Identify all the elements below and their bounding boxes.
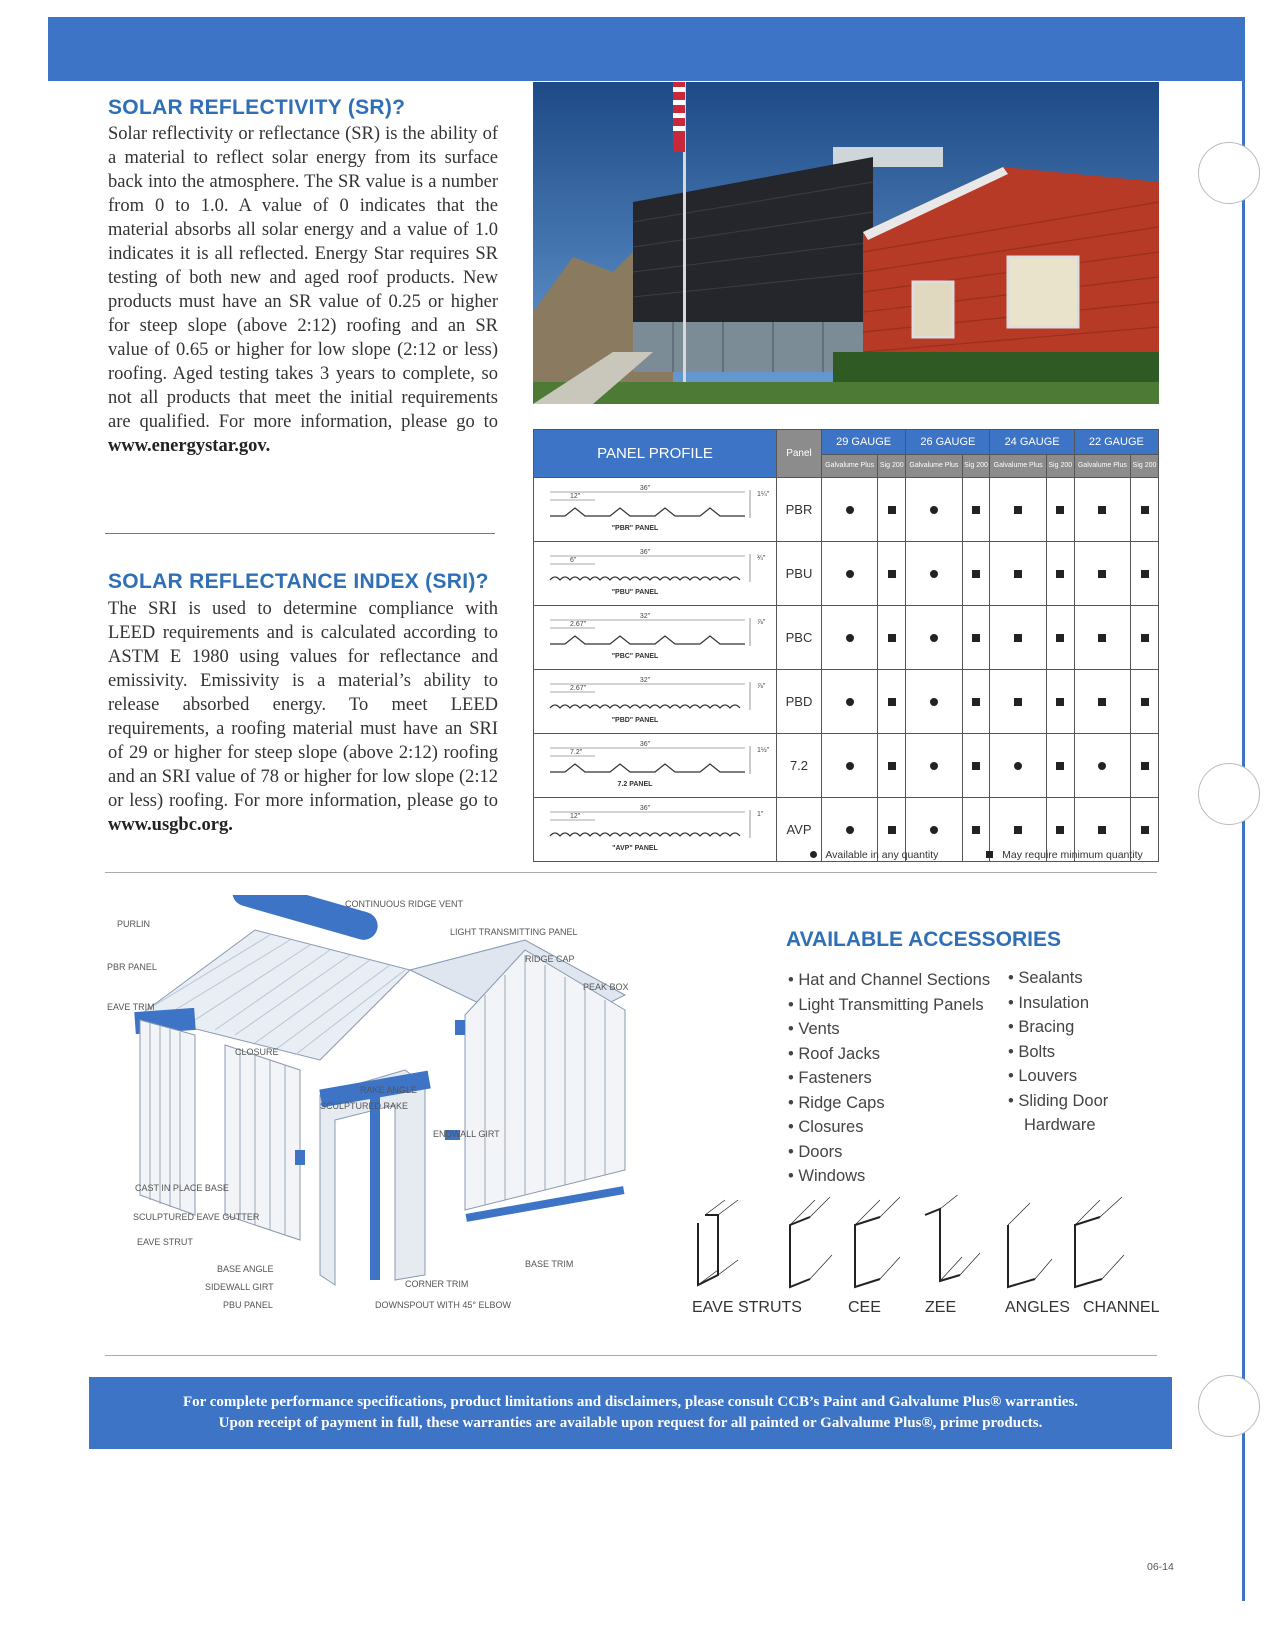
label-sculptured-eave-gutter: SCULPTURED EAVE GUTTER: [133, 1212, 260, 1222]
cover-width-label: 36": [639, 741, 651, 748]
minimum-square-icon: [1014, 634, 1022, 642]
availability-cell: [1131, 734, 1159, 798]
cover-width-label: 36": [639, 805, 651, 812]
availability-cell: [1074, 670, 1130, 734]
shape-label-zee: ZEE: [925, 1299, 957, 1316]
panel-name: 7.2: [777, 734, 822, 798]
accessory-item: • Bracing: [1008, 1015, 1108, 1040]
accessory-item: • Vents: [788, 1017, 990, 1042]
label-purlin: PURLIN: [117, 919, 151, 929]
table-row: [534, 670, 1159, 734]
label-peak-box: PEAK BOX: [583, 982, 629, 992]
rib-height-label: 1": [757, 811, 764, 818]
gauge-26-header: 26 GAUGE: [906, 430, 990, 455]
accessory-item: • Bolts: [1008, 1040, 1108, 1065]
availability-cell: [1131, 606, 1159, 670]
panel-name: AVP: [777, 798, 822, 862]
available-dot-icon: [1014, 762, 1022, 770]
galvalume-plus-subheader: Galvalume Plus: [906, 455, 962, 478]
panel-profile-drawing: [534, 670, 777, 734]
availability-cell: [1131, 542, 1159, 606]
availability-cell: [822, 670, 878, 734]
label-base-trim: BASE TRIM: [525, 1259, 574, 1269]
energystar-link[interactable]: www.energystar.gov.: [108, 436, 271, 456]
availability-cell: [1131, 478, 1159, 542]
galvalume-plus-subheader: Galvalume Plus: [990, 455, 1046, 478]
panel-caption: "PBR" PANEL: [611, 525, 659, 532]
gauge-24-header: 24 GAUGE: [990, 430, 1074, 455]
label-eave-trim: EAVE TRIM: [107, 1002, 155, 1012]
right-edge-rule: [1242, 81, 1245, 1601]
panel-profile-drawing: [534, 798, 777, 862]
sr-paragraph: Solar reflectivity or reflectance (SR) is the ability of a material to reflect solar energy from its surface back into the atmosphere. The SR value is a number from 0 to 1.0. A value of 0 indicates that the material absorbs all solar energy and a value of 1.0 indicates it is all reflected. Energy Star requires SR testing of both new and aged roof products. New products must have an SR value of 0.25 or higher for steep slope (above 2:12) roofing and an SR value of 0.65 or higher for low slope (2:12 or less) roofing. Aged testing takes 3 years to complete, so not all products that meet the initial requirements are qualified. For more information, please go to www.energystar.gov.: [108, 124, 498, 456]
warranty-line-1: For complete performance specifications, product limitations and disclaimers, please consult CCB’s Paint and Galvalume Plus® warranties.: [182, 1394, 1079, 1410]
rib-spacing-label: 12": [570, 493, 581, 500]
minimum-square-icon: [1056, 506, 1064, 514]
accessories-heading: AVAILABLE ACCESSORIES: [786, 928, 1061, 951]
rib-height-label: 1¼": [757, 491, 770, 498]
panel-profile-table: [533, 429, 1159, 862]
label-continuous-ridge-vent: CONTINUOUS RIDGE VENT: [345, 899, 464, 909]
availability-cell: [1131, 670, 1159, 734]
shape-label-angles: ANGLES: [1005, 1299, 1070, 1316]
section-divider: [105, 872, 1157, 873]
label-pbu-panel: PBU PANEL: [223, 1300, 273, 1310]
minimum-square-icon: [1014, 698, 1022, 706]
rib-height-label: ¾": [757, 555, 766, 562]
table-legend: [810, 849, 1149, 861]
availability-cell: [962, 478, 990, 542]
minimum-square-icon: [972, 634, 980, 642]
sig-200-subheader: Sig 200: [878, 455, 906, 478]
sr-heading: SOLAR REFLECTIVITY (SR)?: [108, 96, 406, 119]
minimum-square-icon: [1141, 762, 1149, 770]
minimum-square-icon: [888, 634, 896, 642]
available-dot-icon: [846, 762, 854, 770]
table-row: [534, 478, 1159, 542]
section-divider: [105, 1355, 1157, 1356]
building-components-diagram: [105, 895, 680, 1345]
available-dot-icon: [846, 506, 854, 514]
minimum-square-icon: [888, 570, 896, 578]
available-dot-icon: [846, 698, 854, 706]
availability-cell: [1074, 734, 1130, 798]
accessory-item: • Sliding Door: [1008, 1089, 1108, 1114]
availability-cell: [1046, 734, 1074, 798]
rib-spacing-label: 6": [570, 557, 577, 564]
minimum-square-icon: [1056, 698, 1064, 706]
rib-spacing-label: 7.2": [570, 749, 583, 756]
availability-cell: [906, 478, 962, 542]
minimum-square-icon: [1141, 634, 1149, 642]
section-divider: [105, 533, 495, 534]
availability-cell: [1074, 478, 1130, 542]
accessory-item: • Ridge Caps: [788, 1091, 990, 1116]
label-eave-strut: EAVE STRUT: [137, 1237, 193, 1247]
sig-200-subheader: Sig 200: [1046, 455, 1074, 478]
availability-cell: [906, 670, 962, 734]
table-row: [534, 542, 1159, 606]
panel-name: PBD: [777, 670, 822, 734]
sri-paragraph: The SRI is used to determine compliance with LEED requirements and is calculated according to ASTM E 1980 using values for reflectance and emissivity. Emissivity is a material’s ability to release absorbed energy. To meet LEED requirements, a roofing material must have an SRI of 29 or higher for steep slope (above 2:12) roofing and an SRI value of 78 or higher for low slope (2:12 or less) roofing. For more information, please go to www.usgbc.org.: [108, 599, 498, 835]
galvalume-plus-subheader: Galvalume Plus: [822, 455, 878, 478]
warranty-notice: [89, 1377, 1172, 1449]
usgbc-link[interactable]: www.usgbc.org.: [108, 815, 233, 835]
availability-cell: [962, 606, 990, 670]
panel-caption: "AVP" PANEL: [612, 845, 658, 852]
shape-label-cee: CEE: [848, 1299, 881, 1316]
accessories-list-1: [788, 968, 990, 1189]
accessories-list-2-continuation: Hardware: [1024, 1116, 1096, 1134]
panel-caption: "PBU" PANEL: [611, 589, 659, 596]
panel-header: Panel: [777, 430, 822, 478]
minimum-square-icon: [972, 570, 980, 578]
accessory-item: • Windows: [788, 1164, 990, 1189]
label-closure: CLOSURE: [235, 1047, 279, 1057]
accessory-item: • Hat and Channel Sections: [788, 968, 990, 993]
minimum-square-icon: [1141, 826, 1149, 834]
minimum-square-icon: [1014, 506, 1022, 514]
availability-cell: [1046, 478, 1074, 542]
minimum-square-icon: [1098, 570, 1106, 578]
minimum-square-icon: [1056, 570, 1064, 578]
panel-caption: "PBC" PANEL: [611, 653, 659, 660]
minimum-square-icon: [972, 698, 980, 706]
rib-spacing-label: 2.67": [570, 685, 587, 692]
available-dot-icon: [930, 698, 938, 706]
galvalume-plus-subheader: Galvalume Plus: [1074, 455, 1130, 478]
panel-caption: 7.2 PANEL: [617, 781, 653, 788]
legend-square-label: May require minimum quantity: [1002, 849, 1143, 861]
availability-cell: [878, 670, 906, 734]
availability-cell: [990, 542, 1046, 606]
minimum-square-icon: [972, 762, 980, 770]
availability-cell: [1074, 542, 1130, 606]
availability-cell: [878, 606, 906, 670]
availability-cell: [822, 542, 878, 606]
label-light-transmitting-panel: LIGHT TRANSMITTING PANEL: [450, 927, 578, 937]
availability-cell: [962, 670, 990, 734]
label-cast-in-place-base: CAST IN PLACE BASE: [135, 1183, 229, 1193]
rib-spacing-label: 2.67": [570, 621, 587, 628]
shape-label-eave-struts: EAVE STRUTS: [692, 1299, 802, 1316]
availability-cell: [1046, 542, 1074, 606]
legend-square-icon: [986, 851, 993, 858]
label-base-angle: BASE ANGLE: [217, 1264, 274, 1274]
minimum-square-icon: [1056, 826, 1064, 834]
rib-spacing-label: 12": [570, 813, 581, 820]
page-code: 06-14: [1147, 1561, 1174, 1573]
accessory-item: • Insulation: [1008, 991, 1108, 1016]
accessory-item: • Doors: [788, 1140, 990, 1165]
availability-cell: [962, 542, 990, 606]
panel-profile-drawing: [534, 542, 777, 606]
cover-width-label: 36": [639, 549, 651, 556]
availability-cell: [906, 734, 962, 798]
minimum-square-icon: [1014, 570, 1022, 578]
cover-width-label: 32": [639, 677, 651, 684]
minimum-square-icon: [1141, 506, 1149, 514]
available-dot-icon: [846, 826, 854, 834]
availability-cell: [990, 670, 1046, 734]
panel-profile-header: PANEL PROFILE: [534, 430, 777, 478]
binder-hole: [1198, 142, 1260, 204]
available-dot-icon: [930, 826, 938, 834]
rib-height-label: ⅞": [757, 683, 766, 690]
accessory-shapes: [690, 1195, 1180, 1325]
availability-cell: [878, 478, 906, 542]
panel-name: PBC: [777, 606, 822, 670]
availability-cell: [906, 542, 962, 606]
label-rake-angle: RAKE ANGLE: [360, 1085, 418, 1095]
availability-cell: [990, 478, 1046, 542]
availability-cell: [990, 734, 1046, 798]
legend-dot-icon: [810, 851, 817, 858]
minimum-square-icon: [1141, 698, 1149, 706]
availability-cell: [906, 606, 962, 670]
minimum-square-icon: [1098, 506, 1106, 514]
minimum-square-icon: [1056, 762, 1064, 770]
gauge-22-header: 22 GAUGE: [1074, 430, 1158, 455]
panel-name: PBR: [777, 478, 822, 542]
availability-cell: [1074, 606, 1130, 670]
cover-width-label: 32": [639, 613, 651, 620]
minimum-square-icon: [1098, 634, 1106, 642]
label-sidewall-girt: SIDEWALL GIRT: [205, 1282, 274, 1292]
minimum-square-icon: [888, 506, 896, 514]
availability-cell: [990, 606, 1046, 670]
minimum-square-icon: [888, 826, 896, 834]
accessory-item: • Roof Jacks: [788, 1042, 990, 1067]
sri-heading: SOLAR REFLECTANCE INDEX (SRI)?: [108, 570, 489, 593]
warranty-line-2: Upon receipt of payment in full, these warranties are available upon request for all painted or Galvalume Plus®, prime products.: [218, 1415, 1043, 1431]
minimum-square-icon: [1014, 826, 1022, 834]
accessory-item: • Sealants: [1008, 966, 1108, 991]
building-photo: [533, 82, 1159, 404]
availability-cell: [878, 734, 906, 798]
accessories-list-2: [1008, 966, 1108, 1113]
sig-200-subheader: Sig 200: [1131, 455, 1159, 478]
availability-cell: [962, 734, 990, 798]
minimum-square-icon: [1141, 570, 1149, 578]
label-ridge-cap: RIDGE CAP: [525, 954, 575, 964]
minimum-square-icon: [888, 762, 896, 770]
label-sculptured-rake: SCULPTURED RAKE: [320, 1101, 409, 1111]
cover-width-label: 36": [639, 485, 651, 492]
rib-height-label: ⅞": [757, 619, 766, 626]
label-pbr-panel: PBR PANEL: [107, 962, 157, 972]
accessory-item: • Light Transmitting Panels: [788, 993, 990, 1018]
panel-name: PBU: [777, 542, 822, 606]
binder-hole: [1198, 1375, 1260, 1437]
available-dot-icon: [930, 570, 938, 578]
gauge-29-header: 29 GAUGE: [822, 430, 906, 455]
accessory-item: • Louvers: [1008, 1064, 1108, 1089]
binder-hole: [1198, 763, 1260, 825]
minimum-square-icon: [1098, 698, 1106, 706]
panel-caption: "PBD" PANEL: [611, 717, 659, 724]
available-dot-icon: [846, 570, 854, 578]
available-dot-icon: [1098, 762, 1106, 770]
availability-cell: [822, 478, 878, 542]
availability-cell: [822, 606, 878, 670]
table-row: [534, 734, 1159, 798]
minimum-square-icon: [1056, 634, 1064, 642]
panel-profile-drawing: [534, 478, 777, 542]
minimum-square-icon: [972, 506, 980, 514]
table-row: [534, 606, 1159, 670]
availability-cell: [1046, 670, 1074, 734]
available-dot-icon: [930, 506, 938, 514]
availability-cell: [1046, 606, 1074, 670]
availability-cell: [822, 734, 878, 798]
available-dot-icon: [846, 634, 854, 642]
legend-dot-label: Available in any quantity: [825, 849, 939, 861]
top-banner: [48, 17, 1245, 81]
minimum-square-icon: [972, 826, 980, 834]
label-corner-trim: CORNER TRIM: [405, 1279, 469, 1289]
sig-200-subheader: Sig 200: [962, 455, 990, 478]
panel-profile-drawing: [534, 734, 777, 798]
accessory-item: • Closures: [788, 1115, 990, 1140]
minimum-square-icon: [888, 698, 896, 706]
available-dot-icon: [930, 634, 938, 642]
rib-height-label: 1½": [757, 747, 770, 754]
available-dot-icon: [930, 762, 938, 770]
label-downspout: DOWNSPOUT WITH 45° ELBOW: [375, 1300, 511, 1310]
availability-cell: [878, 542, 906, 606]
shape-label-channel: CHANNEL: [1083, 1299, 1160, 1316]
accessory-item: • Fasteners: [788, 1066, 990, 1091]
label-endwall-girt: ENDWALL GIRT: [433, 1129, 500, 1139]
minimum-square-icon: [1098, 826, 1106, 834]
panel-profile-drawing: [534, 606, 777, 670]
